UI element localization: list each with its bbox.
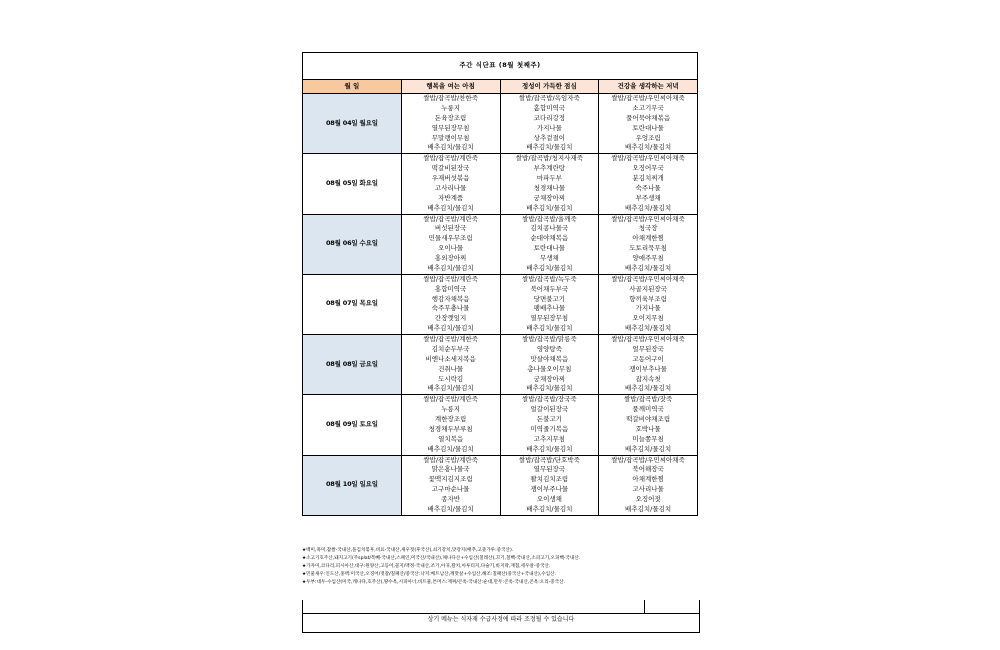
lunch-cell [500,154,599,214]
menu-item: 배추김치/물김치 [625,263,672,272]
menu-item: 홍외장아찌 [434,254,467,262]
lunch-cell [500,395,599,455]
menu-item: 쌀밥/잡곡밥/계란죽 [423,214,478,223]
menu-item: 맛살야채복음 [530,354,569,363]
origin-note-line: ★백미,흑미,찹쌀-국내산,돌김치볶후,비료-국내산,새우젓(후국산),쇠기강치,맛강지(배추,고춧가루:중국산). [302,548,514,553]
page-title: 주간 식단표 (8월 첫째주) [303,53,698,80]
menu-item: 행감자채복음 [431,294,470,303]
menu-item: 배추김치/물김치 [625,203,672,212]
menu-item: 홑합미역국 [533,103,566,112]
menu-item: 총나물오이무침 [527,364,572,373]
menu-item: 쌀밥/잡곡밥/옥임자죽 [518,94,580,102]
breakfast-cell [401,274,500,334]
menu-item: 토란대나물 [632,123,664,132]
menu-item: 아채계한찜 [632,475,664,484]
breakfast-cell [401,455,500,515]
menu-item: 팽배추나물 [533,304,566,313]
dinner-cell [599,274,698,334]
menu-item: 떡갈비된장국 [431,164,470,173]
menu-item: 북어채두부국 [530,284,569,293]
menu-item: 우엉조림 [635,133,661,142]
dinner-cell [599,335,698,395]
menu-item: 배추김치/물김치 [427,263,474,272]
menu-item: 양애주무침 [632,254,664,262]
menu-item: 배추김치/물김치 [427,504,474,513]
table-row [303,214,698,274]
menu-item: 배추김치/물김치 [427,203,474,212]
dinner-cell [599,395,698,455]
menu-item: 잡지속첫 [635,374,661,383]
menu-item: 열무된장국 [533,465,566,474]
menu-item: 소고기무국 [632,103,664,112]
menu-item: 배추김치/물김치 [526,203,573,212]
menu-item: 분김치찌개 [632,174,664,182]
menu-item: 도시락김 [438,374,464,383]
origin-notes [302,547,698,586]
menu-item: 쌀밥/잡곡밥/맑릉죽 [522,335,577,343]
menu-item: 오징어무국 [632,164,664,173]
menu-item: 쌀밥/잡곡밥/우민씨아채죽 [611,214,685,223]
menu-item: 향끼육부조림 [629,294,667,303]
menu-item: 북어해장국 [632,465,664,474]
menu-item: 배추김치/물김치 [625,324,672,333]
menu-item: 김치순두부국 [431,344,470,353]
menu-item: 우재버섯볶음 [431,174,470,182]
menu-item: 맑은홍나물국 [431,465,470,474]
menu-item: 고추지무침 [533,434,566,443]
menu-item: 배추김치/물김치 [526,384,573,393]
dinner-cell [599,214,698,274]
menu-item: 쌀밥/잡곡밥/계란죽 [423,395,478,404]
dinner-cell [599,154,698,214]
breakfast-cell [401,335,500,395]
day-label: 08월 07일 목요일 [303,274,402,334]
breakfast-cell [401,214,500,274]
menu-item: 쌀밥/잡곡밥/잣죽 [623,395,673,404]
menu-item: 영양탕죽 [536,344,562,353]
menu-table-wrap [302,52,698,516]
menu-item: 부주생채 [635,193,661,202]
header-dinner: 건강을 생각하는 저녁 [599,80,698,94]
table-row [303,94,698,154]
menu-item: 쌀밥/잡곡밥/녹두죽 [522,274,577,283]
title-row [303,53,698,80]
menu-item: 고사리나물 [434,183,467,192]
menu-item: 꽃맥지김지조림 [428,475,473,484]
menu-item: 마파두부 [536,174,562,182]
origin-note-line: ★민물새우:인도산,홍맥:미국산,오징어/젓갈/칠패산/중국산:낙지:베트남산,깨맛살+수입산,해조:칠패산(중국산+국내산),수입산. [302,571,556,577]
menu-item: 청경채나물 [533,183,566,192]
menu-item: 상추겉절이 [533,133,566,142]
footer-cut-cell [644,600,699,613]
footer-divider [303,600,699,614]
header-day: 월 일 [303,80,402,94]
table-row [303,154,698,214]
menu-item: 얼무된장국 [632,344,664,353]
lunch-cell [500,214,599,274]
menu-item: 오이지무침 [632,314,664,323]
menu-item: 오징어젓 [635,495,661,503]
menu-item: 풀깨미역국 [632,405,664,414]
menu-item: 오이생채 [536,495,562,503]
menu-item: 건취나물 [438,364,464,373]
menu-item: 돈육장조림 [434,113,467,122]
menu-item: 고동어구이 [632,354,664,363]
menu-item: 쌀밥/잡곡밥/울깨죽 [522,214,577,223]
table-row [303,335,698,395]
origin-note-line: ★가자미,코다리,피시아산,대구:원양산,고등어,꼴지/맥정-국내산,조기,아귀,꽐치,아루티지,다슬기,바지락,재첩,세우살-중국산. [302,563,551,569]
menu-item: 배추김치/물김치 [526,263,573,272]
footer-note: 상기 메뉴는 식자재 수급사정에 따라 조정될 수 있습니다 [427,616,575,623]
menu-item: 떡갈비야채조림 [626,415,671,423]
breakfast-cell [401,154,500,214]
menu-item: 쟁이부주나물 [530,485,569,494]
menu-item: 궁채장아찌 [533,374,566,383]
menu-item: 숙주나물 [635,183,661,192]
menu-item: 쌀밥/잡곡밥/단호박죽 [518,455,580,464]
day-label: 08월 06일 수요일 [303,214,402,274]
menu-item: 쌀밥/잡곡밥/계란죽 [423,274,478,283]
menu-item: 비엔나소세지복음 [425,354,476,363]
table-row [303,395,698,455]
menu-item: 쌀밥/잡곡밥/우민씨아채죽 [611,335,685,343]
menu-item: 미늘쫑무침 [632,434,664,443]
menu-item: 누릉지 [441,405,461,414]
menu-item: 무말랭이무침 [431,133,470,142]
menu-item: 당면불고기 [533,294,566,303]
menu-item: 버섯된장국 [434,224,467,233]
footer-box [302,600,700,633]
header-row [303,80,698,94]
menu-item: 쌀밥/잡곡밥/우민씨아채죽 [611,94,685,102]
menu-item: 배추김치/물김치 [427,143,474,152]
day-label: 08월 10일 일요일 [303,455,402,515]
menu-item: 가지나물 [635,304,661,313]
menu-item: 쌀밥/잡곡밥/우민씨아채죽 [611,274,685,283]
dinner-cell [599,455,698,515]
menu-item: 자반계품 [438,193,464,202]
menu-item: 궁채장아찌 [533,193,566,202]
menu-item: 고구마순나물 [431,485,470,494]
menu-item: 배추김치/물김치 [625,504,672,513]
menu-item: 얼갈이된장국 [530,405,569,414]
menu-item: 배추김치/물김치 [526,444,573,453]
lunch-cell [500,94,599,154]
dinner-cell [599,94,698,154]
day-label: 08월 05일 화요일 [303,154,402,214]
origin-note-line: ★두부:대두-수입산(미국,캐나다,호주산),땅수옥,시피아너,비트물,튼머스:재짜/콘옥-국내산:순대,만두:콘옥-국내산,콘옥:오리-중국산. [302,579,566,585]
menu-item: 코다리강정 [533,113,566,122]
menu-item: 홍합미역국 [434,284,467,293]
menu-item: 토란대나물 [533,244,566,253]
table-row [303,455,698,515]
lunch-cell [500,455,599,515]
menu-item: 배추김치/물김치 [427,444,474,453]
menu-item: 열치복음 [438,434,464,443]
menu-item: 배추김치/물김치 [427,384,474,393]
table-row [303,274,698,334]
menu-item: 쌀밥/잡곡밥/청지사재죽 [515,154,583,163]
header-breakfast: 행복을 여는 아침 [401,80,500,94]
menu-item: 쌀밥/잡곡밥/우민씨아채죽 [611,154,685,163]
menu-item: 쌀밥/잡곡밥/우민씨아채죽 [611,455,685,464]
menu-item: 무생채 [539,254,559,262]
menu-item: 순대야채복음 [530,234,569,243]
menu-item: 쌀밥/잡곡밥/계란죽 [423,455,478,464]
day-label: 08월 09일 토요일 [303,395,402,455]
menu-item: 간장깻잎지 [434,314,467,323]
menu-item: 배추김치/물김치 [625,143,672,152]
menu-item: 꽐치김치조림 [530,475,569,484]
menu-item: 호박나물 [635,424,661,433]
menu-item: 청국장 [638,224,658,233]
menu-item: 쌀밥/잡곡밥/계란죽 [423,154,478,163]
menu-item: 아채계한찜 [632,234,664,243]
menu-item: 열무된장무침 [431,123,470,132]
origin-note-line: ★소고기호주산,돼지고기(주splat/복빼-국내산,스패인,미국산/국내산),채나다산+수입산(칠레산),꼬기,칠빽-국내산,소피고기,오피빽-국내산. [302,555,581,561]
menu-item: 민물새우무조림 [428,234,473,243]
menu-item: 도토리묵무침 [629,244,667,253]
menu-item: 누룽지 [441,103,461,112]
lunch-cell [500,335,599,395]
menu-item: 열무된장무침 [530,314,569,323]
menu-item: 배추김치/물김치 [526,143,573,152]
menu-item: 미역줄기복음 [530,424,569,433]
menu-item: 풀어묵야채볶음 [626,113,671,122]
menu-item: 배추김치/물김치 [625,444,672,453]
menu-item: 배추김치/물김치 [526,324,573,333]
day-label: 08월 04일 월요일 [303,94,402,154]
header-lunch: 정성이 가득한 점심 [500,80,599,94]
menu-item: 부추계란탕 [533,164,566,173]
menu-item: 쌀밥/잡곡밥/계한죽 [423,335,478,343]
menu-item: 오이나물 [438,244,464,253]
menu-item: 계한장조림 [434,415,467,423]
day-label: 08월 08일 금요일 [303,335,402,395]
menu-item: 배추김치/물김치 [427,324,474,333]
breakfast-cell [401,94,500,154]
menu-item: 청경채두부루침 [428,424,473,433]
menu-item: 배추김치/물김치 [625,384,672,393]
menu-item: 돈불고기 [536,415,562,423]
menu-item: 쌀밥/잡곡밥/장국죽 [522,395,577,404]
lunch-cell [500,274,599,334]
menu-item: 가지나물 [536,123,562,132]
menu-item: 쟁이부추나물 [629,364,667,373]
breakfast-cell [401,395,500,455]
menu-item: 종자반 [441,495,461,503]
menu-item: 쌀밥/잡곡밥/찬한죽 [423,94,478,102]
menu-item: 배추김치/물김치 [526,504,573,513]
menu-item: 사골지된장국 [629,284,667,293]
weekly-menu-table [302,52,698,516]
menu-item: 김치콩나물국 [530,224,569,233]
menu-item: 고사리나물 [632,485,664,494]
menu-item: 숙주무충나물 [431,304,470,313]
